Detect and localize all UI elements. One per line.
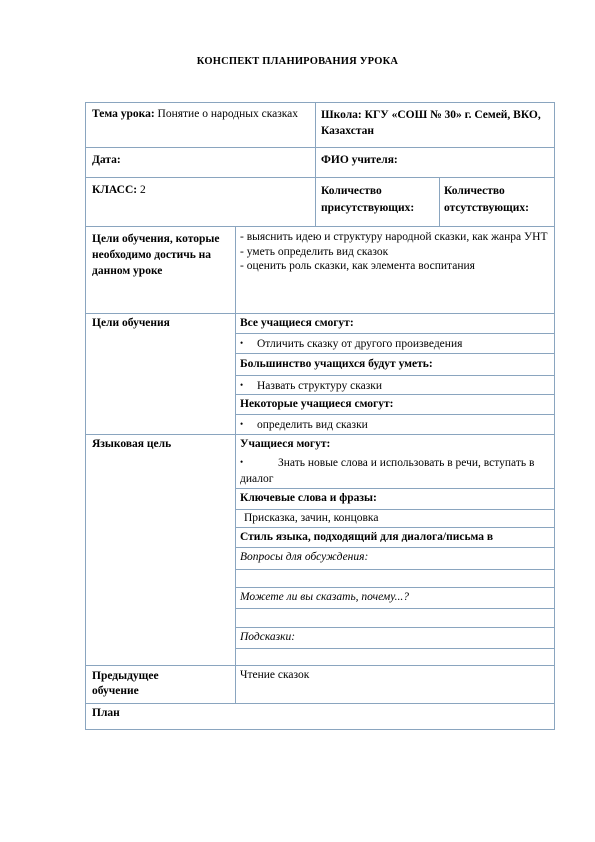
objectives-list xyxy=(240,230,550,274)
previous-learning-value: Чтение сказок xyxy=(240,669,310,681)
row-divider xyxy=(86,226,554,227)
objective-item: - уметь определить вид сказок xyxy=(240,245,389,258)
hints-label: Подсказки: xyxy=(240,631,296,643)
school-cell: Школа: КГУ «СОШ № 30» г. Семей, ВКО, Казахстан xyxy=(321,109,541,137)
sub-row-divider xyxy=(235,627,554,628)
sub-row-divider xyxy=(235,353,554,354)
column-divider xyxy=(439,177,440,226)
most-students-text: Назвать структуру сказки xyxy=(257,380,382,392)
most-students-heading: Большинство учащихся будут уметь: xyxy=(240,358,433,370)
class-label: КЛАСС: xyxy=(92,184,138,196)
sub-row-divider xyxy=(235,509,554,510)
objective-item: - оценить роль сказки, как элемента воспитания xyxy=(240,260,475,272)
date-label: Дата: xyxy=(92,154,121,166)
can-you-say-prompt: Можете ли вы сказать, почему...? xyxy=(240,591,410,603)
previous-learning-label: Предыдущее обучение xyxy=(92,670,159,697)
some-students-text: определить вид сказки xyxy=(257,419,368,431)
row-divider xyxy=(86,665,554,666)
teacher-label: ФИО учителя: xyxy=(321,154,398,166)
bullet-icon: • xyxy=(240,380,244,390)
objective-item: - выяснить идею и структуру народной сказки, как жанра УНТ xyxy=(240,231,548,243)
sub-row-divider xyxy=(235,587,554,588)
sub-row-divider xyxy=(235,375,554,376)
class-cell xyxy=(92,183,146,198)
sub-row-divider xyxy=(235,569,554,570)
bullet-icon: • xyxy=(240,419,244,429)
questions-heading: Вопросы для обсуждения: xyxy=(240,551,369,563)
row-divider xyxy=(86,434,554,435)
some-students-item xyxy=(240,417,368,433)
sub-row-divider xyxy=(235,414,554,415)
students-can-text: Знать новые слова и использовать в речи, вступать в диалог xyxy=(240,457,535,485)
row-divider xyxy=(86,147,554,148)
some-students-heading: Некоторые учащиеся смогут: xyxy=(240,398,394,410)
all-students-item xyxy=(240,336,462,352)
sub-row-divider xyxy=(235,394,554,395)
column-divider xyxy=(315,103,316,226)
students-can-item xyxy=(240,454,540,487)
language-style-heading: Стиль языка, подходящий для диалога/письма в xyxy=(240,531,494,543)
all-students-heading: Все учащиеся смогут: xyxy=(240,317,354,329)
bullet-icon: • xyxy=(240,338,244,348)
column-divider xyxy=(235,226,236,703)
plan-label: План xyxy=(92,707,120,719)
class-value: 2 xyxy=(139,184,146,196)
row-divider xyxy=(86,313,554,314)
language-goal-label: Языковая цель xyxy=(92,438,172,450)
learning-goals-label: Цели обучения xyxy=(92,317,170,329)
row-divider xyxy=(86,177,554,178)
students-can-heading: Учащиеся могут: xyxy=(240,438,331,450)
keywords-heading: Ключевые слова и фразы: xyxy=(240,492,377,504)
topic-cell xyxy=(92,107,310,122)
lesson-plan-table xyxy=(85,102,555,730)
absent-label: Количество отсутствующих: xyxy=(444,185,529,214)
sub-row-divider xyxy=(235,547,554,548)
all-students-text: Отличить сказку от другого произведения xyxy=(257,338,463,350)
topic-value: Понятие о народных сказках xyxy=(157,108,299,120)
bullet-icon: • xyxy=(240,457,244,467)
sub-row-divider xyxy=(235,527,554,528)
keywords-value: Присказка, зачин, концовка xyxy=(244,512,379,524)
sub-row-divider xyxy=(235,333,554,334)
objectives-label: Цели обучения, которые необходимо достичь на данном уроке xyxy=(92,233,220,277)
document-title: КОНСПЕКТ ПЛАНИРОВАНИЯ УРОКА xyxy=(196,56,399,67)
sub-row-divider xyxy=(235,488,554,489)
present-label: Количество присутствующих: xyxy=(321,185,415,214)
most-students-item xyxy=(240,378,382,394)
row-divider xyxy=(86,703,554,704)
sub-row-divider xyxy=(235,648,554,649)
sub-row-divider xyxy=(235,608,554,609)
topic-label: Тема урока: xyxy=(92,108,155,120)
